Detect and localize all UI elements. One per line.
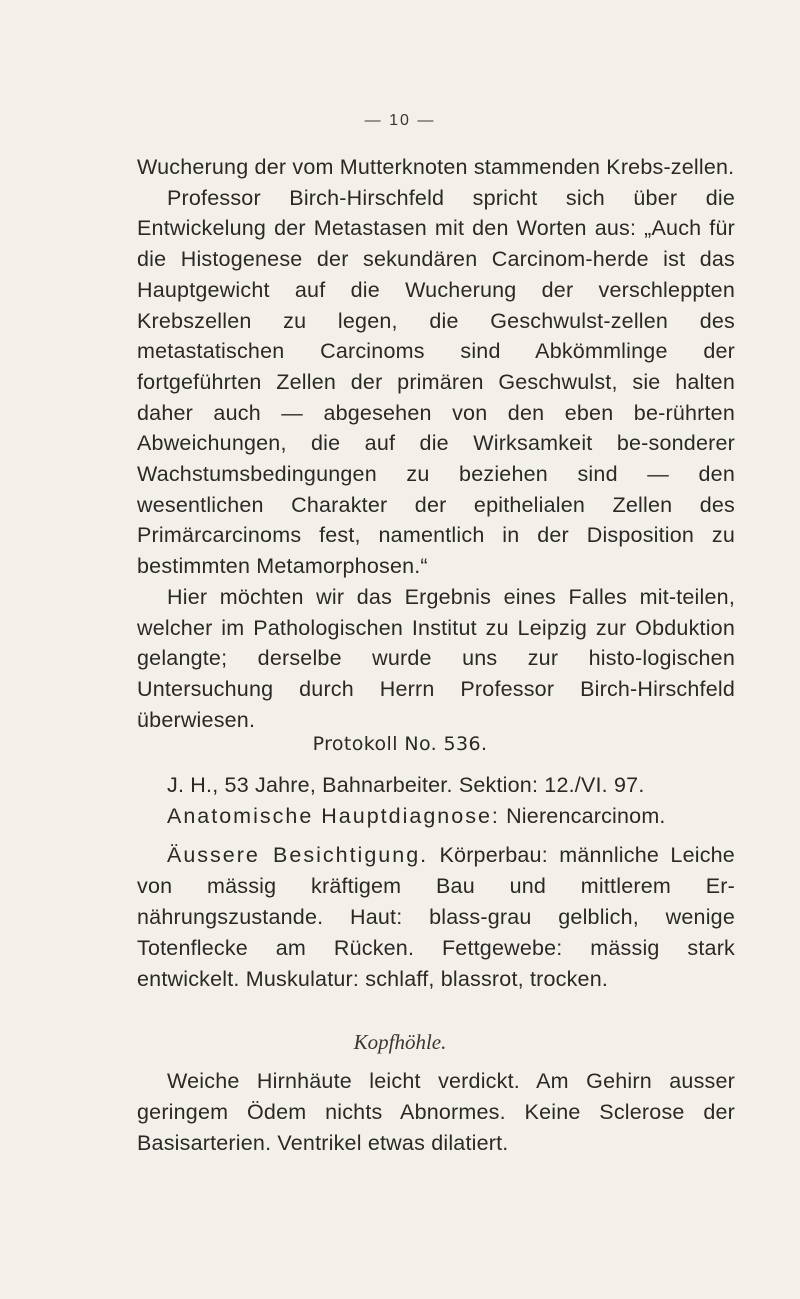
- paragraph-1: Wucherung der vom Mutterknoten stammenden Krebs-zellen.: [137, 155, 735, 179]
- section-title: Kopfhöhle.: [353, 1030, 447, 1054]
- paragraph-2: Professor Birch-Hirschfeld spricht sich über die Entwickelung der Metastasen mit den Worten aus: „Auch für die Histogenese der sekundären Carcinom-herde ist das Hauptgewicht auf die Wucherung der verschleppten Krebszellen zu legen, die Geschwulst-zellen des metastatischen Carcinoms sind Abkömmlinge der fortgeführten Zellen der primären Geschwulst, sie halten daher auch — abgesehen von den eben be-rührten Abweichungen, die auf die Wirksamkeit be-sonderer Wachstumsbedingungen zu beziehen sind — den wesentlichen Charakter der epithelialen Zellen des Primärcarcinoms fest, namentlich in der Disposition zu bestimmten Metamorphosen.“: [137, 185, 735, 579]
- patient-line: J. H., 53 Jahre, Bahnarbeiter. Sektion: 12./VI. 97.: [167, 773, 645, 797]
- inspection-paragraph: [137, 840, 735, 995]
- body-text: [137, 152, 735, 735]
- page-number: — 10 —: [364, 112, 436, 129]
- section-text: Weiche Hirnhäute leicht verdickt. Am Gehirn ausser geringem Ödem nichts Abnormes. Keine Sclerose der Basisarterien. Ventrikel etwas dilatiert.: [137, 1069, 735, 1155]
- protocol-heading: Protokoll No. 536.: [312, 733, 488, 755]
- inspection-label: Äussere Besichtigung.: [167, 843, 429, 867]
- protocol-text: [137, 770, 735, 995]
- paragraph-3: Hier möchten wir das Ergebnis eines Falles mit-teilen, welcher im Pathologischen Institut zu Leipzig zur Obduktion gelangte; derselbe wurde uns zur histo-logischen Untersuchung durch Herrn Professor Birch-Hirschfeld überwiesen.: [137, 584, 735, 732]
- diagnosis-line: [137, 801, 735, 832]
- diagnosis-value: Nierencarcinom.: [506, 804, 666, 828]
- inspection-text: Körperbau: männliche Leiche von mässig kräftigem Bau und mittlerem Er-nährungszustande. Haut: blass-grau gelblich, wenige Totenflecke am Rücken. Fettgewebe: mässig stark entwickelt. Muskulatur: schlaff, blassrot, trocken.: [137, 843, 735, 991]
- diagnosis-label: Anatomische Hauptdiagnose:: [167, 804, 500, 828]
- section-text-block: [137, 1066, 735, 1159]
